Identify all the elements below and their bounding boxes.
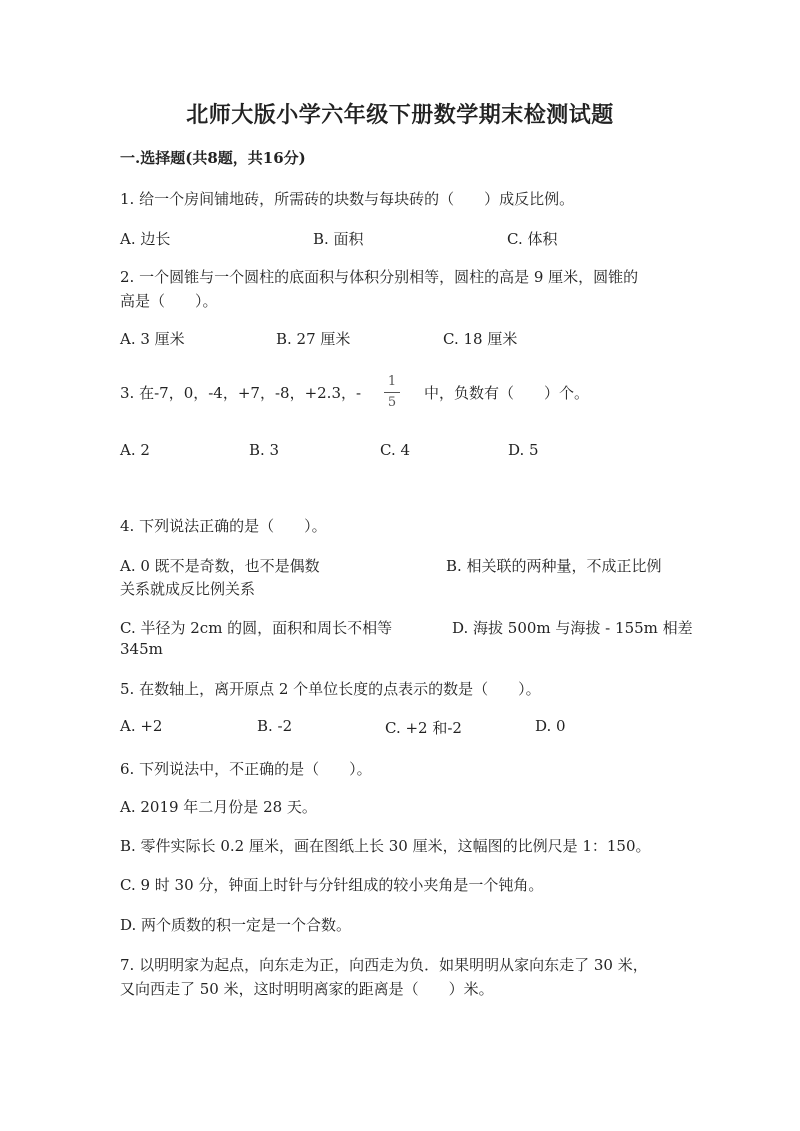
question-5: 5. 在数轴上，离开原点 2 个单位长度的点表示的数是（ ）。 [120, 680, 541, 698]
question-6: 6. 下列说法中，不正确的是（ ）。 [120, 760, 372, 778]
q4-option-b-line-2: 关系就成反比例关系 [120, 580, 256, 598]
q5-option-a: A. +2 [120, 717, 163, 735]
q4-option-d-line-2: 345m [120, 640, 163, 658]
q5-option-c: C. +2 和-2 [385, 719, 462, 737]
q3-option-b: B. 3 [249, 441, 280, 459]
q4-option-a: A. 0 既不是奇数，也不是偶数 [120, 557, 320, 575]
q5-option-b: B. -2 [257, 717, 293, 735]
q6-option-c: C. 9 时 30 分，钟面上时针与分针组成的较小夹角是一个钝角。 [120, 876, 544, 894]
q4-option-c: C. 半径为 2cm 的圆，面积和周长不相等 [120, 619, 393, 637]
question-3-text-after: 中，负数有（ ）个。 [424, 384, 590, 402]
fraction-numerator: 1 [387, 374, 397, 389]
question-3-text: 3. 在-7，0，-4，+7，-8，+2.3，- [120, 384, 362, 402]
question-1: 1. 给一个房间铺地砖，所需砖的块数与每块砖的（ ）成反比例。 [120, 190, 575, 208]
question-7-line-2: 又向西走了 50 米，这时明明离家的距离是（ ）米。 [120, 980, 494, 998]
q5-option-d: D. 0 [535, 717, 566, 735]
fraction-bar [384, 392, 400, 393]
q2-option-a: A. 3 厘米 [120, 330, 185, 348]
q1-option-c: C. 体积 [507, 230, 558, 248]
question-2-line-1: 2. 一个圆锥与一个圆柱的底面积与体积分别相等，圆柱的高是 9 厘米，圆锥的 [120, 268, 639, 286]
q1-option-b: B. 面积 [313, 230, 364, 248]
q6-option-b: B. 零件实际长 0.2 厘米，画在图纸上长 30 厘米，这幅图的比例尺是 1：150。 [120, 837, 651, 855]
q2-option-b: B. 27 厘米 [276, 330, 351, 348]
fraction-one-fifth [382, 374, 402, 411]
question-7-line-1: 7. 以明明家为起点，向东走为正，向西走为负．如果明明从家向东走了 30 米， [120, 956, 648, 974]
page-title: 北师大版小学六年级下册数学期末检测试题 [186, 102, 614, 128]
q6-option-d: D. 两个质数的积一定是一个合数。 [120, 916, 352, 934]
q1-option-a: A. 边长 [120, 230, 171, 248]
q3-option-d: D. 5 [508, 441, 539, 459]
question-2-line-2: 高是（ ）。 [120, 292, 218, 310]
q3-option-c: C. 4 [380, 441, 411, 459]
fraction-denominator: 5 [387, 395, 397, 410]
q2-option-c: C. 18 厘米 [443, 330, 518, 348]
question-4: 4. 下列说法正确的是（ ）。 [120, 517, 327, 535]
q4-option-d-line-1: D. 海拔 500m 与海拔 - 155m 相差 [452, 619, 693, 637]
q6-option-a: A. 2019 年二月份是 28 天。 [120, 798, 317, 816]
q3-option-a: A. 2 [120, 441, 150, 459]
section-heading: 一.选择题(共8题，共16分) [120, 149, 306, 167]
q4-option-b-line-1: B. 相关联的两种量，不成正比例 [446, 557, 662, 575]
